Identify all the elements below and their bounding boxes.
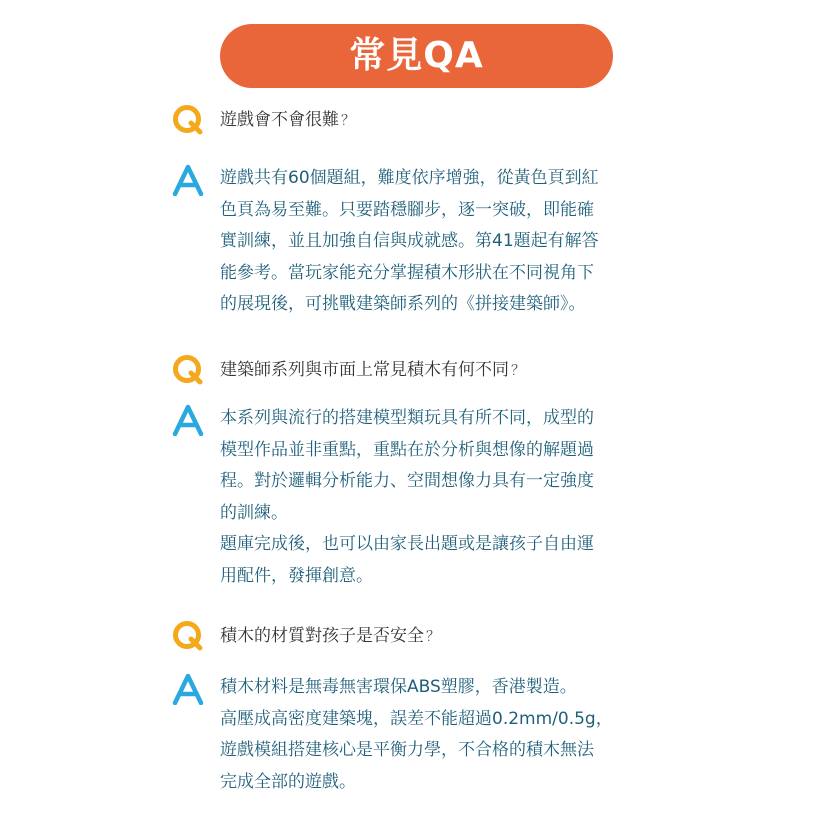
answer-line: 高壓成高密度建築塊，誤差不能超過0.2mm/0.5g， — [220, 708, 613, 729]
page-title: 常見QA — [349, 35, 484, 76]
answer-1 — [172, 164, 599, 321]
question-text: 積木的材質對孩子是否安全 ？ — [220, 626, 440, 646]
answer-line: 模型作品並非重點，重點在於分析與想像的解題過 — [220, 439, 594, 460]
answer-line: 用配件，發揮創意。 — [220, 565, 373, 586]
q-badge-icon — [172, 620, 204, 652]
question-3 — [172, 620, 440, 653]
a-badge-icon — [172, 673, 204, 705]
answer-line: 實訓練，並且加強自信與成就感。第41題起有解答 — [220, 231, 599, 251]
q-badge-icon — [172, 104, 204, 136]
answer-text — [220, 672, 613, 798]
answer-line: 的展現後，可挑戰建築師系列的《拼接建築師》。 — [220, 294, 586, 314]
question-2 — [172, 354, 525, 387]
answer-line: 能參考。當玩家能充分掌握積木形狀在不同視角下 — [220, 262, 594, 283]
answer-line: 題庫完成後，也可以由家長出題或是讓孩子自由運 — [220, 534, 594, 554]
answer-3 — [172, 673, 613, 798]
answer-2 — [172, 404, 594, 592]
a-badge-icon — [172, 164, 204, 196]
answer-line: 遊戲共有60個題組，難度依序增強，從黃色頁到紅 — [220, 168, 599, 188]
question-1 — [172, 104, 355, 137]
answer-line: 的訓練。 — [220, 502, 288, 523]
question-text: 遊戲會不會很難 ？ — [220, 110, 355, 130]
answer-line: 本系列與流行的搭建模型類玩具有所不同，成型的 — [220, 408, 594, 428]
answer-line: 色頁為易至難。只要踏穩腳步，逐一突破，即能確 — [220, 199, 594, 220]
answer-text — [220, 403, 594, 592]
header-banner — [220, 24, 613, 88]
answer-line: 積木材料是無毒無害環保ABS塑膠，香港製造。 — [220, 677, 577, 697]
question-text: 建築師系列與市面上常見積木有何不同 ？ — [220, 360, 525, 380]
answer-line: 程。對於邏輯分析能力、空間想像力具有一定強度 — [220, 471, 594, 491]
q-badge-icon — [172, 354, 204, 386]
answer-line: 完成全部的遊戲。 — [220, 771, 356, 792]
a-badge-icon — [172, 404, 204, 436]
answer-line: 遊戲模組搭建核心是平衡力學，不合格的積木無法 — [220, 740, 594, 760]
answer-text — [220, 163, 599, 321]
